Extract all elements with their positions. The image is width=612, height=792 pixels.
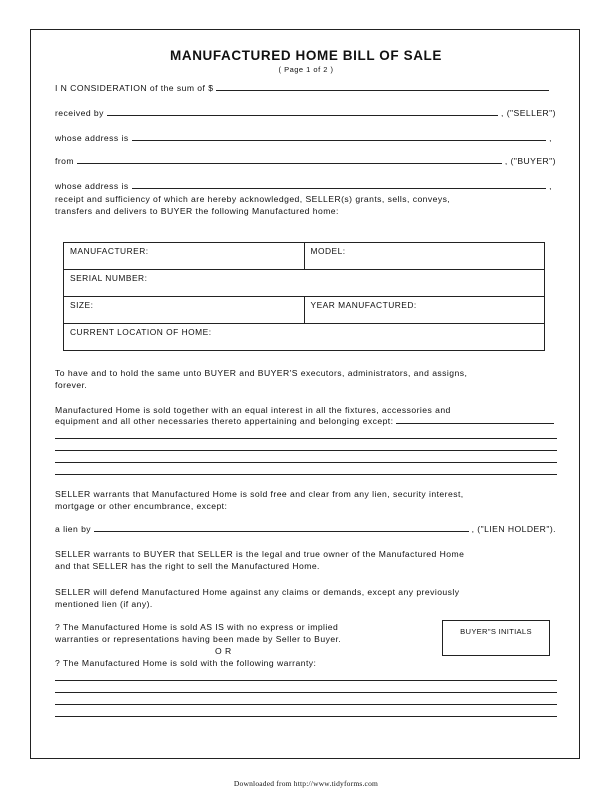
owner-line-2: and that SELLER has the right to sell the Manufactured Home. bbox=[55, 561, 320, 571]
seller-suffix: , ("SELLER") bbox=[501, 108, 556, 118]
buyer-initials-label: BUYER"S INITIALS bbox=[460, 627, 532, 636]
seller-address-field[interactable] bbox=[132, 140, 547, 141]
consideration-row bbox=[55, 83, 552, 93]
warrants-line-1: SELLER warrants that Manufactured Home is sold free and clear from any lien, security interest, bbox=[55, 489, 464, 499]
seller-address-row bbox=[55, 133, 552, 143]
buyer-initials-box[interactable] bbox=[442, 620, 550, 656]
received-by-label: received by bbox=[55, 108, 104, 118]
sold-line-1: Manufactured Home is sold together with an equal interest in all the fixtures, accessories and bbox=[55, 405, 451, 415]
exceptions-row bbox=[55, 416, 557, 426]
as-is-line-1[interactable]: ? The Manufactured Home is sold AS IS with no express or implied bbox=[55, 622, 339, 632]
model-cell[interactable] bbox=[304, 243, 545, 270]
manufacturer-cell[interactable] bbox=[64, 243, 305, 270]
lien-row bbox=[55, 524, 556, 534]
manufacturer-label: MANUFACTURER: bbox=[70, 246, 149, 256]
seller-row bbox=[55, 108, 556, 118]
buyer-address-field[interactable] bbox=[132, 188, 547, 189]
buyer-address-label: whose address is bbox=[55, 181, 129, 191]
buyer-address-row bbox=[55, 181, 552, 191]
seller-address-label: whose address is bbox=[55, 133, 129, 143]
receipt-line-1: receipt and sufficiency of which are hereby acknowledged, SELLER(s) grants, sells, conveys, bbox=[55, 194, 451, 204]
home-details-table bbox=[63, 242, 545, 351]
buyer-suffix: , ("BUYER") bbox=[504, 156, 556, 166]
lien-suffix: , ("LIEN HOLDER"). bbox=[471, 524, 556, 534]
from-label: from bbox=[55, 156, 74, 166]
as-is-line-2: warranties or representations having been made by Seller to Buyer. bbox=[55, 634, 342, 644]
seller-name-field[interactable] bbox=[107, 115, 498, 116]
exceptions-line-5[interactable] bbox=[55, 474, 557, 475]
model-label: MODEL: bbox=[310, 246, 346, 256]
footer-download-link[interactable]: Downloaded from http://www.tidyforms.com bbox=[233, 779, 379, 788]
serial-label: SERIAL NUMBER: bbox=[70, 273, 148, 283]
document-title: MANUFACTURED HOME BILL OF SALE bbox=[170, 48, 442, 63]
defend-line-1: SELLER will defend Manufactured Home against any claims or demands, except any previously bbox=[55, 587, 460, 597]
warrants-line-2: mortgage or other encumbrance, except: bbox=[55, 501, 228, 511]
warranty-line[interactable]: ? The Manufactured Home is sold with the following warranty: bbox=[55, 658, 317, 668]
buyer-address-end: , bbox=[549, 181, 552, 191]
lien-label: a lien by bbox=[55, 524, 92, 534]
owner-line-1: SELLER warrants to BUYER that SELLER is the legal and true owner of the Manufactured Home bbox=[55, 549, 465, 559]
page-indicator: ( Page 1 of 2 ) bbox=[278, 65, 334, 74]
warranty-line-3[interactable] bbox=[55, 704, 557, 705]
receipt-line-2: transfers and delivers to BUYER the following Manufactured home: bbox=[55, 206, 339, 216]
exceptions-line-4[interactable] bbox=[55, 462, 557, 463]
sold-line-2: equipment and all other necessaries thereto appertaining and belonging except: bbox=[55, 416, 394, 426]
year-cell[interactable] bbox=[304, 297, 545, 324]
warranty-line-2[interactable] bbox=[55, 692, 557, 693]
exceptions-line-3[interactable] bbox=[55, 450, 557, 451]
exceptions-field[interactable] bbox=[396, 423, 554, 424]
serial-cell[interactable] bbox=[64, 270, 545, 297]
location-label: CURRENT LOCATION OF HOME: bbox=[70, 327, 212, 337]
buyer-row bbox=[55, 156, 556, 166]
size-label: SIZE: bbox=[70, 300, 94, 310]
seller-address-end: , bbox=[549, 133, 552, 143]
have-hold-line-1: To have and to hold the same unto BUYER and BUYER'S executors, administrators, and assigns, bbox=[55, 368, 468, 378]
location-cell[interactable] bbox=[64, 324, 545, 351]
consideration-amount-field[interactable] bbox=[216, 90, 549, 91]
or-label: O R bbox=[215, 646, 232, 656]
size-cell[interactable] bbox=[64, 297, 305, 324]
year-label: YEAR MANUFACTURED: bbox=[310, 300, 417, 310]
buyer-name-field[interactable] bbox=[77, 163, 502, 164]
warranty-line-1[interactable] bbox=[55, 680, 557, 681]
lien-holder-field[interactable] bbox=[94, 531, 469, 532]
exceptions-line-2[interactable] bbox=[55, 438, 557, 439]
defend-line-2: mentioned lien (if any). bbox=[55, 599, 153, 609]
warranty-line-4[interactable] bbox=[55, 716, 557, 717]
have-hold-line-2: forever. bbox=[55, 380, 88, 390]
consideration-label: I N CONSIDERATION of the sum of $ bbox=[55, 83, 214, 93]
